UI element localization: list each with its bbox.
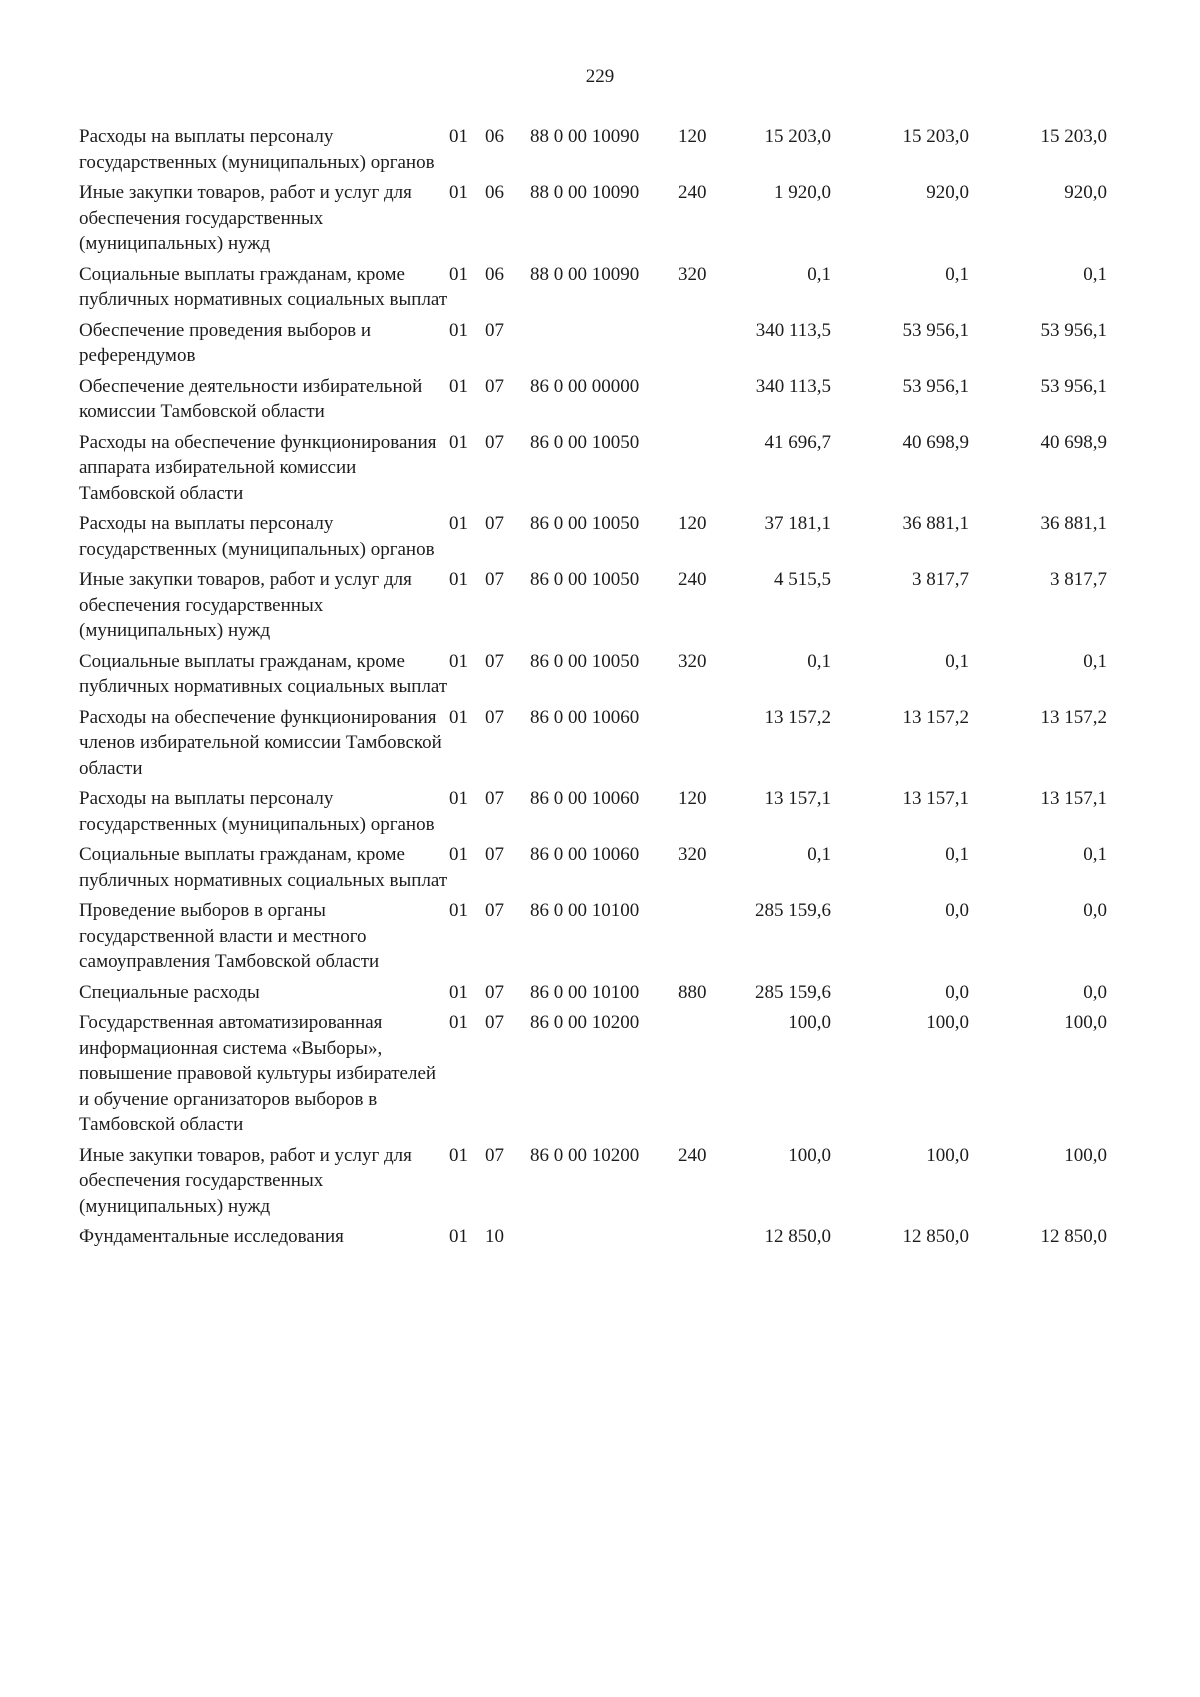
row-name: Социальные выплаты гражданам, кроме публичных нормативных социальных выплат (79, 844, 448, 891)
target-article-code: 86 0 00 10060 (530, 706, 640, 728)
amount-year-2: 0,0 (945, 900, 969, 921)
table-row (79, 1224, 1107, 1255)
row-name: Иные закупки товаров, работ и услуг для обеспечения государственных (муниципальных) нужд (79, 1144, 412, 1217)
amount-year-1: 37 181,1 (764, 513, 831, 534)
expense-type-code (678, 430, 734, 512)
amount-year-3: 100,0 (1064, 1012, 1107, 1033)
subsection-code: 10 (485, 1226, 504, 1247)
table-row (79, 705, 1107, 787)
row-name: Расходы на обеспечение функционирования аппарата избирательной комиссии Тамбовской области (79, 431, 437, 504)
section-code: 01 (449, 513, 468, 534)
amount-year-3: 0,1 (1083, 650, 1107, 672)
amount-year-1: 100,0 (788, 1144, 831, 1166)
target-article-code: 86 0 00 10060 (530, 788, 640, 809)
target-article-code: 86 0 00 10050 (530, 431, 640, 453)
expense-type-code: 120 (678, 788, 707, 809)
target-article-code: 86 0 00 10100 (530, 900, 640, 921)
amount-year-1: 12 850,0 (764, 1226, 831, 1247)
amount-year-2: 15 203,0 (902, 126, 969, 147)
amount-year-1: 1 920,0 (774, 182, 831, 203)
amount-year-1: 13 157,1 (764, 788, 831, 809)
row-name: Расходы на обеспечение функционирования членов избирательной комиссии Тамбовской области (79, 706, 442, 779)
section-code: 01 (449, 431, 468, 453)
expense-type-code: 240 (678, 182, 707, 203)
section-code: 01 (449, 263, 468, 285)
amount-year-3: 53 956,1 (1040, 375, 1107, 397)
amount-year-3: 0,1 (1083, 844, 1107, 865)
expense-type-code: 240 (678, 569, 707, 590)
target-article-code: 88 0 00 10090 (530, 263, 640, 285)
amount-year-1: 100,0 (788, 1012, 831, 1033)
section-code: 01 (449, 706, 468, 728)
expense-type-code (678, 1224, 734, 1255)
amount-year-3: 53 956,1 (1040, 319, 1107, 341)
amount-year-2: 12 850,0 (902, 1226, 969, 1247)
table-row (79, 980, 1107, 1011)
amount-year-1: 340 113,5 (755, 319, 831, 341)
table-row (79, 842, 1107, 898)
target-article-code: 88 0 00 10090 (530, 126, 640, 147)
row-name: Иные закупки товаров, работ и услуг для обеспечения государственных (муниципальных) нужд (79, 569, 412, 641)
expense-type-code: 320 (678, 650, 707, 672)
amount-year-3: 3 817,7 (1050, 569, 1107, 590)
amount-year-2: 0,0 (945, 981, 969, 1003)
expense-type-code: 320 (678, 844, 707, 865)
section-code: 01 (449, 319, 468, 341)
target-article-code: 86 0 00 10200 (530, 1012, 640, 1033)
section-code: 01 (449, 569, 468, 590)
amount-year-2: 40 698,9 (902, 431, 969, 453)
subsection-code: 06 (485, 182, 504, 203)
amount-year-3: 0,0 (1083, 981, 1107, 1003)
expense-type-code (678, 318, 734, 374)
expense-type-code (678, 705, 734, 787)
amount-year-1: 15 203,0 (764, 126, 831, 147)
row-name: Расходы на выплаты персоналу государственных (муниципальных) органов (79, 513, 435, 560)
section-code: 01 (449, 981, 468, 1003)
row-name: Фундаментальные исследования (79, 1226, 344, 1247)
row-name: Расходы на выплаты персоналу государственных (муниципальных) органов (79, 788, 435, 835)
amount-year-2: 0,1 (945, 263, 969, 285)
subsection-code: 07 (485, 319, 504, 341)
table-row (79, 567, 1107, 649)
amount-year-1: 4 515,5 (774, 569, 831, 590)
subsection-code: 07 (485, 1012, 504, 1033)
page-number: 229 (585, 66, 615, 87)
section-code: 01 (449, 182, 468, 203)
section-code: 01 (449, 1012, 468, 1033)
amount-year-3: 0,1 (1083, 263, 1107, 285)
subsection-code: 06 (485, 263, 504, 285)
expense-type-code: 120 (678, 513, 707, 534)
amount-year-2: 100,0 (926, 1144, 969, 1166)
row-name: Проведение выборов в органы государственной власти и местного самоуправления Тамбовской области (79, 900, 380, 972)
row-name: Обеспечение проведения выборов и референдумов (79, 319, 372, 366)
expense-type-code (678, 374, 734, 430)
amount-year-2: 13 157,1 (902, 788, 969, 809)
amount-year-1: 285 159,6 (755, 981, 831, 1003)
amount-year-1: 0,1 (807, 844, 831, 865)
table-row (79, 1143, 1107, 1225)
row-name: Иные закупки товаров, работ и услуг для обеспечения государственных (муниципальных) нужд (79, 182, 412, 254)
target-article-code: 86 0 00 10200 (530, 1144, 640, 1166)
subsection-code: 07 (485, 431, 504, 453)
subsection-code: 07 (485, 375, 504, 397)
amount-year-3: 40 698,9 (1040, 431, 1107, 453)
table-row (79, 898, 1107, 980)
section-code: 01 (449, 788, 468, 809)
subsection-code: 07 (485, 844, 504, 865)
table-row (79, 124, 1107, 180)
row-name: Социальные выплаты гражданам, кроме публичных нормативных социальных выплат (79, 263, 448, 310)
amount-year-2: 920,0 (926, 182, 969, 203)
target-article-code: 86 0 00 10060 (530, 844, 640, 865)
expense-type-code (678, 1010, 734, 1143)
table-row (79, 318, 1107, 374)
section-code: 01 (449, 650, 468, 672)
expense-type-code: 240 (678, 1144, 707, 1166)
table-row (79, 1010, 1107, 1143)
amount-year-3: 100,0 (1064, 1144, 1107, 1166)
amount-year-1: 0,1 (807, 263, 831, 285)
row-name: Расходы на выплаты персоналу государственных (муниципальных) органов (79, 126, 435, 173)
budget-table (79, 124, 1107, 1255)
target-article-code: 86 0 00 00000 (530, 375, 640, 397)
expense-type-code (678, 898, 734, 980)
subsection-code: 07 (485, 900, 504, 921)
amount-year-1: 0,1 (807, 650, 831, 672)
table-body (79, 124, 1107, 1255)
amount-year-3: 920,0 (1064, 182, 1107, 203)
target-article-code: 86 0 00 10050 (530, 569, 640, 590)
amount-year-1: 285 159,6 (755, 900, 831, 921)
amount-year-2: 0,1 (945, 844, 969, 865)
table-row (79, 374, 1107, 430)
row-name: Специальные расходы (79, 981, 260, 1003)
table-row (79, 430, 1107, 512)
amount-year-2: 13 157,2 (902, 706, 969, 728)
section-code: 01 (449, 900, 468, 921)
row-name: Социальные выплаты гражданам, кроме публичных нормативных социальных выплат (79, 650, 448, 697)
amount-year-1: 13 157,2 (764, 706, 831, 728)
amount-year-2: 53 956,1 (902, 375, 969, 397)
target-article-code: 88 0 00 10090 (530, 182, 640, 203)
expense-type-code: 880 (678, 981, 707, 1003)
amount-year-3: 13 157,1 (1040, 788, 1107, 809)
amount-year-1: 41 696,7 (764, 431, 831, 453)
amount-year-3: 15 203,0 (1040, 126, 1107, 147)
amount-year-3: 0,0 (1083, 900, 1107, 921)
amount-year-2: 36 881,1 (902, 513, 969, 534)
amount-year-2: 3 817,7 (912, 569, 969, 590)
subsection-code: 07 (485, 981, 504, 1003)
target-article-code: 86 0 00 10050 (530, 513, 640, 534)
subsection-code: 07 (485, 650, 504, 672)
table-row (79, 786, 1107, 842)
amount-year-1: 340 113,5 (755, 375, 831, 397)
expense-type-code: 120 (678, 126, 707, 147)
target-article-code (530, 318, 678, 374)
amount-year-2: 100,0 (926, 1012, 969, 1033)
subsection-code: 07 (485, 706, 504, 728)
subsection-code: 07 (485, 513, 504, 534)
subsection-code: 07 (485, 788, 504, 809)
section-code: 01 (449, 1144, 468, 1166)
target-article-code (530, 1224, 678, 1255)
amount-year-3: 36 881,1 (1040, 513, 1107, 534)
subsection-code: 06 (485, 126, 504, 147)
section-code: 01 (449, 375, 468, 397)
section-code: 01 (449, 844, 468, 865)
amount-year-3: 13 157,2 (1040, 706, 1107, 728)
expense-type-code: 320 (678, 263, 707, 285)
row-name: Обеспечение деятельности избирательной комиссии Тамбовской области (79, 375, 423, 422)
table-row (79, 262, 1107, 318)
table-row (79, 180, 1107, 262)
table-row (79, 649, 1107, 705)
target-article-code: 86 0 00 10050 (530, 650, 640, 672)
row-name: Государственная автоматизированная информационная система «Выборы», повышение правовой культуры избирателей и обучение организаторов выборов в Тамбовской области (79, 1012, 437, 1135)
subsection-code: 07 (485, 569, 504, 590)
amount-year-3: 12 850,0 (1040, 1226, 1107, 1247)
table-row (79, 511, 1107, 567)
amount-year-2: 0,1 (945, 650, 969, 672)
section-code: 01 (449, 1226, 468, 1247)
amount-year-2: 53 956,1 (902, 319, 969, 341)
subsection-code: 07 (485, 1144, 504, 1166)
target-article-code: 86 0 00 10100 (530, 981, 640, 1003)
section-code: 01 (449, 126, 468, 147)
